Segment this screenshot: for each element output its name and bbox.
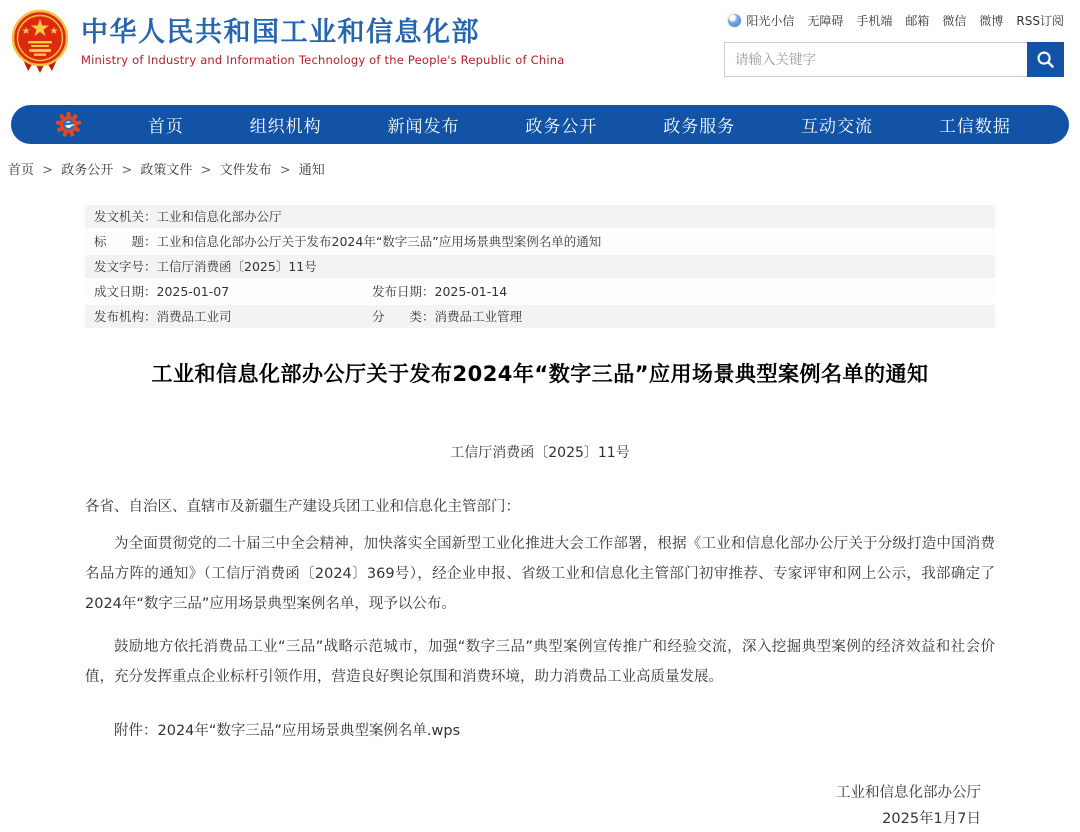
signature-org: 工业和信息化部办公厅 xyxy=(836,785,981,801)
meta-cell xyxy=(94,205,282,228)
meta-label: 分 类： xyxy=(372,309,435,324)
nav-item-3[interactable]: 新闻发布 xyxy=(387,117,460,137)
top-link-2[interactable]: 无障碍 xyxy=(807,14,844,28)
nav-item-4[interactable]: 政务公开 xyxy=(525,117,598,137)
search-input[interactable] xyxy=(724,42,1027,77)
meta-label: 发布日期： xyxy=(372,284,435,299)
meta-cell xyxy=(94,255,317,278)
body-paragraph-2: 鼓励地方依托消费品工业“三品”战略示范城市，加强“数字三品”典型案例宣传推广和经验交流，深入挖掘典型案例的经济效益和社会价值，充分发挥重点企业标杆引领作用，营造良好舆论氛围和消费环境，助力消费品工业高质量发展。 xyxy=(85,639,995,685)
nav-item-7[interactable]: 工信数据 xyxy=(938,117,1011,137)
body-paragraph-1: 为全面贯彻党的二十届三中全会精神，加快落实全国新型工业化推进大会工作部署，根据《工业和信息化部办公厅关于分级打造中国消费名品方阵的通知》（工信厅消费函〔2024〕369号），经企业申报、省级工业和信息化主管部门初审推荐、专家评审和网上公示，我部确定了2024年“数字三品”应用场景典型案例名单，现予以公布。 xyxy=(85,536,995,612)
breadcrumb xyxy=(8,159,1072,178)
signature-date: 2025年1月7日 xyxy=(882,811,981,827)
masthead-right xyxy=(724,12,1064,77)
top-links xyxy=(724,12,1064,29)
signature-block xyxy=(85,780,995,832)
document-number: 工信厅消费函〔2025〕11号 xyxy=(450,445,630,461)
meta-row-3 xyxy=(85,255,995,278)
attachment-link[interactable]: 附件：2024年“数字三品”应用场景典型案例名单.wps xyxy=(114,723,461,739)
breadcrumb-item-5[interactable]: 通知 xyxy=(298,163,325,178)
breadcrumb-separator: > xyxy=(117,163,137,178)
meta-row-4 xyxy=(85,280,995,303)
meta-value: 2025-01-14 xyxy=(434,284,508,299)
brand xyxy=(8,9,564,75)
breadcrumb-separator: > xyxy=(196,163,216,178)
nav-item-5[interactable]: 政务服务 xyxy=(663,117,736,137)
meta-row-2 xyxy=(85,230,995,253)
search-icon xyxy=(1035,49,1056,70)
miit-gear-logo-icon[interactable] xyxy=(55,111,82,138)
top-link-5[interactable]: 微信 xyxy=(942,14,967,28)
brand-text xyxy=(81,9,564,67)
main-nav xyxy=(11,105,1069,144)
search-button[interactable] xyxy=(1027,42,1064,77)
sunshine-xiaoxin-icon xyxy=(728,14,741,27)
meta-label: 成文日期： xyxy=(94,284,157,299)
document-title: 工业和信息化部办公厅关于发布2024年“数字三品”应用场景典型案例名单的通知 xyxy=(151,362,929,386)
breadcrumb-item-4[interactable]: 文件发布 xyxy=(219,163,272,178)
meta-cell xyxy=(94,305,372,328)
meta-row-1 xyxy=(85,205,995,228)
breadcrumb-separator: > xyxy=(275,163,295,178)
meta-cell xyxy=(94,280,372,303)
meta-value: 2025-01-07 xyxy=(156,284,230,299)
breadcrumb-item-3[interactable]: 政策文件 xyxy=(140,163,193,178)
meta-cell xyxy=(372,280,507,303)
top-link-3[interactable]: 手机端 xyxy=(856,14,893,28)
meta-row-5 xyxy=(85,305,995,328)
top-link-7[interactable]: RSS订阅 xyxy=(1016,14,1064,28)
meta-value: 消费品工业管理 xyxy=(434,309,523,324)
masthead xyxy=(0,0,1080,100)
breadcrumb-item-2[interactable]: 政务公开 xyxy=(61,163,114,178)
site-title: 中华人民共和国工业和信息化部 xyxy=(81,17,480,48)
meta-value: 工业和信息化部办公厅关于发布2024年“数字三品”应用场景典型案例名单的通知 xyxy=(156,234,602,249)
breadcrumb-item-1[interactable]: 首页 xyxy=(8,163,35,178)
meta-value: 工信厅消费函〔2025〕11号 xyxy=(156,259,317,274)
meta-value: 工业和信息化部办公厅 xyxy=(156,209,282,224)
notice-content xyxy=(85,205,995,832)
meta-label: 发文字号： xyxy=(94,259,157,274)
top-link-1[interactable]: 阳光小信 xyxy=(746,14,795,28)
top-link-4[interactable]: 邮箱 xyxy=(905,14,930,28)
salutation: 各省、自治区、直辖市及新疆生产建设兵团工业和信息化主管部门： xyxy=(85,499,520,515)
search-bar xyxy=(724,42,1064,77)
breadcrumb-separator: > xyxy=(38,163,58,178)
meta-label: 发文机关： xyxy=(94,209,157,224)
national-emblem-icon xyxy=(8,9,72,75)
document-meta-table xyxy=(85,205,995,328)
nav-item-1[interactable]: 首页 xyxy=(147,117,184,137)
nav-item-6[interactable]: 互动交流 xyxy=(801,117,874,137)
meta-cell xyxy=(372,305,522,328)
site-subtitle: Ministry of Industry and Information Technology of the People's Republic of China xyxy=(81,53,565,68)
top-link-6[interactable]: 微博 xyxy=(979,14,1004,28)
meta-label: 发布机构： xyxy=(94,309,157,324)
nav-item-2[interactable]: 组织机构 xyxy=(249,117,322,137)
meta-label: 标 题： xyxy=(94,234,157,249)
meta-value: 消费品工业司 xyxy=(156,309,232,324)
meta-cell xyxy=(94,230,601,253)
